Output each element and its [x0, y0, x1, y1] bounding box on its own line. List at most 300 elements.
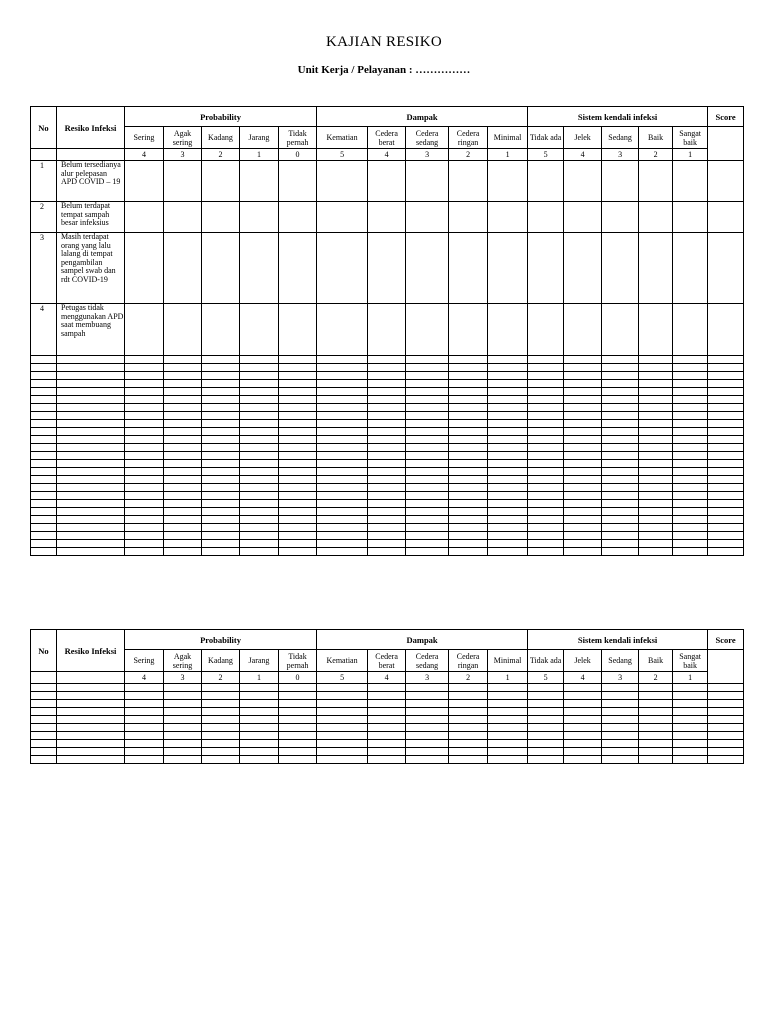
- score-input-cell[interactable]: [488, 700, 528, 708]
- score-input-cell[interactable]: [202, 460, 240, 468]
- risk-cell[interactable]: [57, 412, 125, 420]
- no-cell[interactable]: [31, 740, 57, 748]
- score-input-cell[interactable]: [708, 524, 744, 532]
- score-input-cell[interactable]: [368, 476, 406, 484]
- score-input-cell[interactable]: [449, 396, 488, 404]
- score-input-cell[interactable]: [202, 161, 240, 202]
- score-input-cell[interactable]: [406, 732, 449, 740]
- score-input-cell[interactable]: [240, 684, 279, 692]
- score-input-cell[interactable]: [639, 492, 673, 500]
- score-input-cell[interactable]: [317, 388, 368, 396]
- score-input-cell[interactable]: [449, 508, 488, 516]
- score-input-cell[interactable]: [528, 700, 564, 708]
- no-cell[interactable]: [31, 380, 57, 388]
- score-input-cell[interactable]: [240, 716, 279, 724]
- score-input-cell[interactable]: [125, 452, 164, 460]
- score-input-cell[interactable]: [125, 460, 164, 468]
- score-input-cell[interactable]: [279, 756, 317, 764]
- score-input-cell[interactable]: [449, 460, 488, 468]
- score-input-cell[interactable]: [406, 692, 449, 700]
- score-input-cell[interactable]: [708, 484, 744, 492]
- score-input-cell[interactable]: [488, 356, 528, 364]
- score-cell[interactable]: [708, 650, 744, 684]
- no-cell[interactable]: [31, 460, 57, 468]
- score-input-cell[interactable]: [602, 756, 639, 764]
- score-input-cell[interactable]: [240, 233, 279, 304]
- score-input-cell[interactable]: [528, 444, 564, 452]
- score-input-cell[interactable]: [564, 161, 602, 202]
- risk-cell[interactable]: [57, 724, 125, 732]
- score-input-cell[interactable]: [528, 524, 564, 532]
- score-input-cell[interactable]: [564, 404, 602, 412]
- score-input-cell[interactable]: [708, 304, 744, 356]
- no-cell[interactable]: [31, 708, 57, 716]
- score-input-cell[interactable]: [528, 468, 564, 476]
- no-cell[interactable]: [31, 532, 57, 540]
- score-input-cell[interactable]: [240, 756, 279, 764]
- score-input-cell[interactable]: [406, 388, 449, 396]
- score-input-cell[interactable]: [488, 500, 528, 508]
- risk-cell[interactable]: [57, 460, 125, 468]
- no-cell[interactable]: [31, 508, 57, 516]
- no-cell[interactable]: [31, 724, 57, 732]
- score-input-cell[interactable]: [368, 356, 406, 364]
- score-input-cell[interactable]: [279, 540, 317, 548]
- score-input-cell[interactable]: [602, 732, 639, 740]
- score-input-cell[interactable]: [317, 412, 368, 420]
- score-input-cell[interactable]: [202, 420, 240, 428]
- score-input-cell[interactable]: [317, 748, 368, 756]
- score-input-cell[interactable]: [528, 716, 564, 724]
- score-input-cell[interactable]: [164, 452, 202, 460]
- score-input-cell[interactable]: [125, 756, 164, 764]
- score-input-cell[interactable]: [673, 372, 708, 380]
- score-input-cell[interactable]: [317, 540, 368, 548]
- score-input-cell[interactable]: [602, 516, 639, 524]
- score-input-cell[interactable]: [708, 732, 744, 740]
- score-input-cell[interactable]: [279, 380, 317, 388]
- score-input-cell[interactable]: [488, 304, 528, 356]
- score-input-cell[interactable]: [449, 404, 488, 412]
- score-input-cell[interactable]: [602, 716, 639, 724]
- risk-cell[interactable]: [57, 516, 125, 524]
- score-input-cell[interactable]: [673, 420, 708, 428]
- score-input-cell[interactable]: [125, 444, 164, 452]
- score-input-cell[interactable]: [202, 756, 240, 764]
- score-input-cell[interactable]: [125, 684, 164, 692]
- score-input-cell[interactable]: [528, 724, 564, 732]
- score-input-cell[interactable]: [528, 500, 564, 508]
- score-input-cell[interactable]: [639, 420, 673, 428]
- score-input-cell[interactable]: [125, 500, 164, 508]
- score-input-cell[interactable]: [639, 202, 673, 233]
- score-input-cell[interactable]: [317, 716, 368, 724]
- score-input-cell[interactable]: [368, 700, 406, 708]
- score-input-cell[interactable]: [564, 233, 602, 304]
- score-input-cell[interactable]: [240, 428, 279, 436]
- score-input-cell[interactable]: [202, 508, 240, 516]
- score-input-cell[interactable]: [164, 500, 202, 508]
- score-input-cell[interactable]: [240, 532, 279, 540]
- score-input-cell[interactable]: [240, 380, 279, 388]
- score-input-cell[interactable]: [449, 724, 488, 732]
- score-input-cell[interactable]: [368, 508, 406, 516]
- score-input-cell[interactable]: [488, 748, 528, 756]
- score-input-cell[interactable]: [528, 233, 564, 304]
- score-input-cell[interactable]: [406, 468, 449, 476]
- score-input-cell[interactable]: [368, 428, 406, 436]
- score-input-cell[interactable]: [240, 404, 279, 412]
- score-input-cell[interactable]: [449, 161, 488, 202]
- score-input-cell[interactable]: [164, 161, 202, 202]
- score-input-cell[interactable]: [164, 716, 202, 724]
- score-input-cell[interactable]: [488, 516, 528, 524]
- score-input-cell[interactable]: [449, 492, 488, 500]
- score-input-cell[interactable]: [602, 740, 639, 748]
- score-input-cell[interactable]: [125, 476, 164, 484]
- score-input-cell[interactable]: [528, 508, 564, 516]
- score-input-cell[interactable]: [202, 524, 240, 532]
- risk-cell[interactable]: [57, 540, 125, 548]
- score-input-cell[interactable]: [639, 716, 673, 724]
- score-input-cell[interactable]: [279, 492, 317, 500]
- score-input-cell[interactable]: [639, 692, 673, 700]
- score-input-cell[interactable]: [564, 460, 602, 468]
- score-input-cell[interactable]: [406, 202, 449, 233]
- score-input-cell[interactable]: [528, 436, 564, 444]
- score-input-cell[interactable]: [639, 161, 673, 202]
- score-input-cell[interactable]: [164, 388, 202, 396]
- no-cell[interactable]: [31, 436, 57, 444]
- score-input-cell[interactable]: [368, 452, 406, 460]
- score-input-cell[interactable]: [639, 548, 673, 556]
- score-input-cell[interactable]: [317, 684, 368, 692]
- score-input-cell[interactable]: [449, 732, 488, 740]
- score-input-cell[interactable]: [164, 540, 202, 548]
- score-input-cell[interactable]: [368, 304, 406, 356]
- score-input-cell[interactable]: [602, 304, 639, 356]
- score-input-cell[interactable]: [317, 202, 368, 233]
- score-input-cell[interactable]: [564, 748, 602, 756]
- score-input-cell[interactable]: [564, 492, 602, 500]
- score-input-cell[interactable]: [240, 500, 279, 508]
- score-input-cell[interactable]: [317, 532, 368, 540]
- risk-cell[interactable]: [57, 372, 125, 380]
- score-input-cell[interactable]: [240, 748, 279, 756]
- score-input-cell[interactable]: [488, 412, 528, 420]
- score-input-cell[interactable]: [528, 412, 564, 420]
- score-input-cell[interactable]: [602, 724, 639, 732]
- score-input-cell[interactable]: [602, 700, 639, 708]
- score-input-cell[interactable]: [602, 452, 639, 460]
- score-input-cell[interactable]: [639, 460, 673, 468]
- score-input-cell[interactable]: [164, 692, 202, 700]
- score-input-cell[interactable]: [240, 436, 279, 444]
- no-cell[interactable]: [31, 428, 57, 436]
- score-input-cell[interactable]: [202, 364, 240, 372]
- score-input-cell[interactable]: [564, 444, 602, 452]
- score-input-cell[interactable]: [602, 388, 639, 396]
- score-input-cell[interactable]: [317, 161, 368, 202]
- score-input-cell[interactable]: [125, 724, 164, 732]
- score-input-cell[interactable]: [564, 202, 602, 233]
- score-input-cell[interactable]: [528, 380, 564, 388]
- score-input-cell[interactable]: [368, 756, 406, 764]
- score-input-cell[interactable]: [602, 460, 639, 468]
- risk-cell[interactable]: [57, 476, 125, 484]
- score-input-cell[interactable]: [673, 708, 708, 716]
- score-input-cell[interactable]: [488, 684, 528, 692]
- score-input-cell[interactable]: [406, 716, 449, 724]
- score-input-cell[interactable]: [279, 372, 317, 380]
- risk-cell[interactable]: [57, 356, 125, 364]
- score-input-cell[interactable]: [368, 548, 406, 556]
- score-input-cell[interactable]: [279, 364, 317, 372]
- score-input-cell[interactable]: [673, 428, 708, 436]
- score-input-cell[interactable]: [449, 202, 488, 233]
- score-input-cell[interactable]: [564, 436, 602, 444]
- score-input-cell[interactable]: [488, 756, 528, 764]
- score-input-cell[interactable]: [673, 740, 708, 748]
- score-input-cell[interactable]: [202, 233, 240, 304]
- score-input-cell[interactable]: [164, 233, 202, 304]
- score-input-cell[interactable]: [406, 532, 449, 540]
- score-input-cell[interactable]: [368, 412, 406, 420]
- score-input-cell[interactable]: [164, 304, 202, 356]
- score-input-cell[interactable]: [528, 356, 564, 364]
- risk-cell[interactable]: [57, 684, 125, 692]
- score-input-cell[interactable]: [488, 372, 528, 380]
- score-input-cell[interactable]: [449, 756, 488, 764]
- score-input-cell[interactable]: [202, 716, 240, 724]
- risk-cell[interactable]: [57, 468, 125, 476]
- score-input-cell[interactable]: [317, 428, 368, 436]
- score-input-cell[interactable]: [368, 420, 406, 428]
- score-input-cell[interactable]: [279, 508, 317, 516]
- score-input-cell[interactable]: [673, 484, 708, 492]
- score-input-cell[interactable]: [279, 692, 317, 700]
- score-input-cell[interactable]: [528, 732, 564, 740]
- score-input-cell[interactable]: [564, 540, 602, 548]
- score-input-cell[interactable]: [708, 548, 744, 556]
- score-input-cell[interactable]: [406, 444, 449, 452]
- score-input-cell[interactable]: [449, 524, 488, 532]
- risk-cell[interactable]: [57, 484, 125, 492]
- score-input-cell[interactable]: [406, 304, 449, 356]
- score-input-cell[interactable]: [564, 372, 602, 380]
- score-input-cell[interactable]: [708, 516, 744, 524]
- score-input-cell[interactable]: [240, 700, 279, 708]
- score-input-cell[interactable]: [240, 444, 279, 452]
- score-input-cell[interactable]: [602, 396, 639, 404]
- score-input-cell[interactable]: [317, 756, 368, 764]
- score-input-cell[interactable]: [639, 684, 673, 692]
- score-input-cell[interactable]: [164, 364, 202, 372]
- score-input-cell[interactable]: [279, 708, 317, 716]
- score-input-cell[interactable]: [708, 684, 744, 692]
- score-input-cell[interactable]: [164, 492, 202, 500]
- score-input-cell[interactable]: [279, 452, 317, 460]
- score-input-cell[interactable]: [528, 396, 564, 404]
- score-input-cell[interactable]: [708, 428, 744, 436]
- no-cell[interactable]: [31, 444, 57, 452]
- score-input-cell[interactable]: [406, 428, 449, 436]
- score-input-cell[interactable]: [564, 708, 602, 716]
- score-input-cell[interactable]: [406, 356, 449, 364]
- cell[interactable]: [31, 672, 57, 684]
- no-cell[interactable]: [31, 524, 57, 532]
- score-input-cell[interactable]: [240, 388, 279, 396]
- score-input-cell[interactable]: [708, 500, 744, 508]
- score-input-cell[interactable]: [449, 476, 488, 484]
- score-input-cell[interactable]: [368, 388, 406, 396]
- score-input-cell[interactable]: [125, 532, 164, 540]
- score-input-cell[interactable]: [125, 202, 164, 233]
- score-input-cell[interactable]: [449, 428, 488, 436]
- score-input-cell[interactable]: [279, 388, 317, 396]
- score-input-cell[interactable]: [125, 436, 164, 444]
- score-input-cell[interactable]: [488, 476, 528, 484]
- score-input-cell[interactable]: [449, 372, 488, 380]
- score-input-cell[interactable]: [240, 161, 279, 202]
- no-cell[interactable]: [31, 732, 57, 740]
- score-input-cell[interactable]: [708, 452, 744, 460]
- score-input-cell[interactable]: [202, 476, 240, 484]
- score-input-cell[interactable]: [488, 452, 528, 460]
- score-input-cell[interactable]: [368, 492, 406, 500]
- score-input-cell[interactable]: [449, 684, 488, 692]
- score-input-cell[interactable]: [673, 476, 708, 484]
- score-input-cell[interactable]: [673, 404, 708, 412]
- score-input-cell[interactable]: [125, 508, 164, 516]
- risk-cell[interactable]: [57, 524, 125, 532]
- score-input-cell[interactable]: [449, 304, 488, 356]
- score-input-cell[interactable]: [406, 484, 449, 492]
- score-cell[interactable]: [708, 127, 744, 161]
- score-input-cell[interactable]: [602, 233, 639, 304]
- score-input-cell[interactable]: [279, 524, 317, 532]
- score-input-cell[interactable]: [279, 740, 317, 748]
- score-input-cell[interactable]: [240, 476, 279, 484]
- score-input-cell[interactable]: [708, 372, 744, 380]
- score-input-cell[interactable]: [673, 508, 708, 516]
- score-input-cell[interactable]: [368, 724, 406, 732]
- score-input-cell[interactable]: [449, 412, 488, 420]
- score-input-cell[interactable]: [125, 492, 164, 500]
- score-input-cell[interactable]: [368, 516, 406, 524]
- score-input-cell[interactable]: [673, 468, 708, 476]
- score-input-cell[interactable]: [639, 740, 673, 748]
- score-input-cell[interactable]: [602, 202, 639, 233]
- score-input-cell[interactable]: [673, 548, 708, 556]
- score-input-cell[interactable]: [488, 492, 528, 500]
- score-input-cell[interactable]: [202, 380, 240, 388]
- score-input-cell[interactable]: [317, 396, 368, 404]
- score-input-cell[interactable]: [528, 684, 564, 692]
- score-input-cell[interactable]: [202, 484, 240, 492]
- score-input-cell[interactable]: [125, 740, 164, 748]
- score-input-cell[interactable]: [164, 468, 202, 476]
- score-input-cell[interactable]: [673, 304, 708, 356]
- score-input-cell[interactable]: [368, 404, 406, 412]
- score-input-cell[interactable]: [240, 692, 279, 700]
- no-cell[interactable]: [31, 756, 57, 764]
- score-input-cell[interactable]: [202, 500, 240, 508]
- score-input-cell[interactable]: [406, 524, 449, 532]
- score-input-cell[interactable]: [202, 532, 240, 540]
- score-input-cell[interactable]: [406, 684, 449, 692]
- score-input-cell[interactable]: [528, 420, 564, 428]
- score-input-cell[interactable]: [240, 492, 279, 500]
- score-input-cell[interactable]: [406, 756, 449, 764]
- score-input-cell[interactable]: [368, 716, 406, 724]
- score-input-cell[interactable]: [449, 540, 488, 548]
- no-cell[interactable]: [31, 548, 57, 556]
- score-input-cell[interactable]: [488, 692, 528, 700]
- score-input-cell[interactable]: [368, 161, 406, 202]
- score-input-cell[interactable]: [317, 404, 368, 412]
- cell[interactable]: [31, 149, 57, 161]
- score-input-cell[interactable]: [202, 412, 240, 420]
- score-input-cell[interactable]: [202, 748, 240, 756]
- score-input-cell[interactable]: [708, 756, 744, 764]
- score-input-cell[interactable]: [317, 732, 368, 740]
- score-input-cell[interactable]: [528, 708, 564, 716]
- score-input-cell[interactable]: [528, 161, 564, 202]
- score-input-cell[interactable]: [317, 524, 368, 532]
- score-input-cell[interactable]: [202, 428, 240, 436]
- score-input-cell[interactable]: [202, 692, 240, 700]
- score-input-cell[interactable]: [164, 372, 202, 380]
- score-input-cell[interactable]: [164, 202, 202, 233]
- score-input-cell[interactable]: [673, 516, 708, 524]
- score-input-cell[interactable]: [449, 436, 488, 444]
- score-input-cell[interactable]: [449, 364, 488, 372]
- score-input-cell[interactable]: [708, 740, 744, 748]
- score-input-cell[interactable]: [368, 468, 406, 476]
- risk-cell[interactable]: [57, 364, 125, 372]
- score-input-cell[interactable]: [564, 452, 602, 460]
- score-input-cell[interactable]: [708, 748, 744, 756]
- score-input-cell[interactable]: [279, 460, 317, 468]
- score-input-cell[interactable]: [528, 202, 564, 233]
- score-input-cell[interactable]: [279, 732, 317, 740]
- score-input-cell[interactable]: [564, 420, 602, 428]
- score-input-cell[interactable]: [279, 484, 317, 492]
- score-input-cell[interactable]: [317, 460, 368, 468]
- score-input-cell[interactable]: [368, 484, 406, 492]
- score-input-cell[interactable]: [449, 444, 488, 452]
- score-input-cell[interactable]: [317, 476, 368, 484]
- score-input-cell[interactable]: [368, 540, 406, 548]
- score-input-cell[interactable]: [449, 356, 488, 364]
- score-input-cell[interactable]: [317, 740, 368, 748]
- score-input-cell[interactable]: [488, 380, 528, 388]
- score-input-cell[interactable]: [279, 500, 317, 508]
- score-input-cell[interactable]: [528, 532, 564, 540]
- score-input-cell[interactable]: [602, 524, 639, 532]
- score-input-cell[interactable]: [240, 468, 279, 476]
- score-input-cell[interactable]: [368, 692, 406, 700]
- score-input-cell[interactable]: [449, 380, 488, 388]
- score-input-cell[interactable]: [528, 516, 564, 524]
- score-input-cell[interactable]: [528, 692, 564, 700]
- score-input-cell[interactable]: [708, 412, 744, 420]
- score-input-cell[interactable]: [279, 428, 317, 436]
- score-input-cell[interactable]: [673, 684, 708, 692]
- score-input-cell[interactable]: [602, 492, 639, 500]
- score-input-cell[interactable]: [602, 436, 639, 444]
